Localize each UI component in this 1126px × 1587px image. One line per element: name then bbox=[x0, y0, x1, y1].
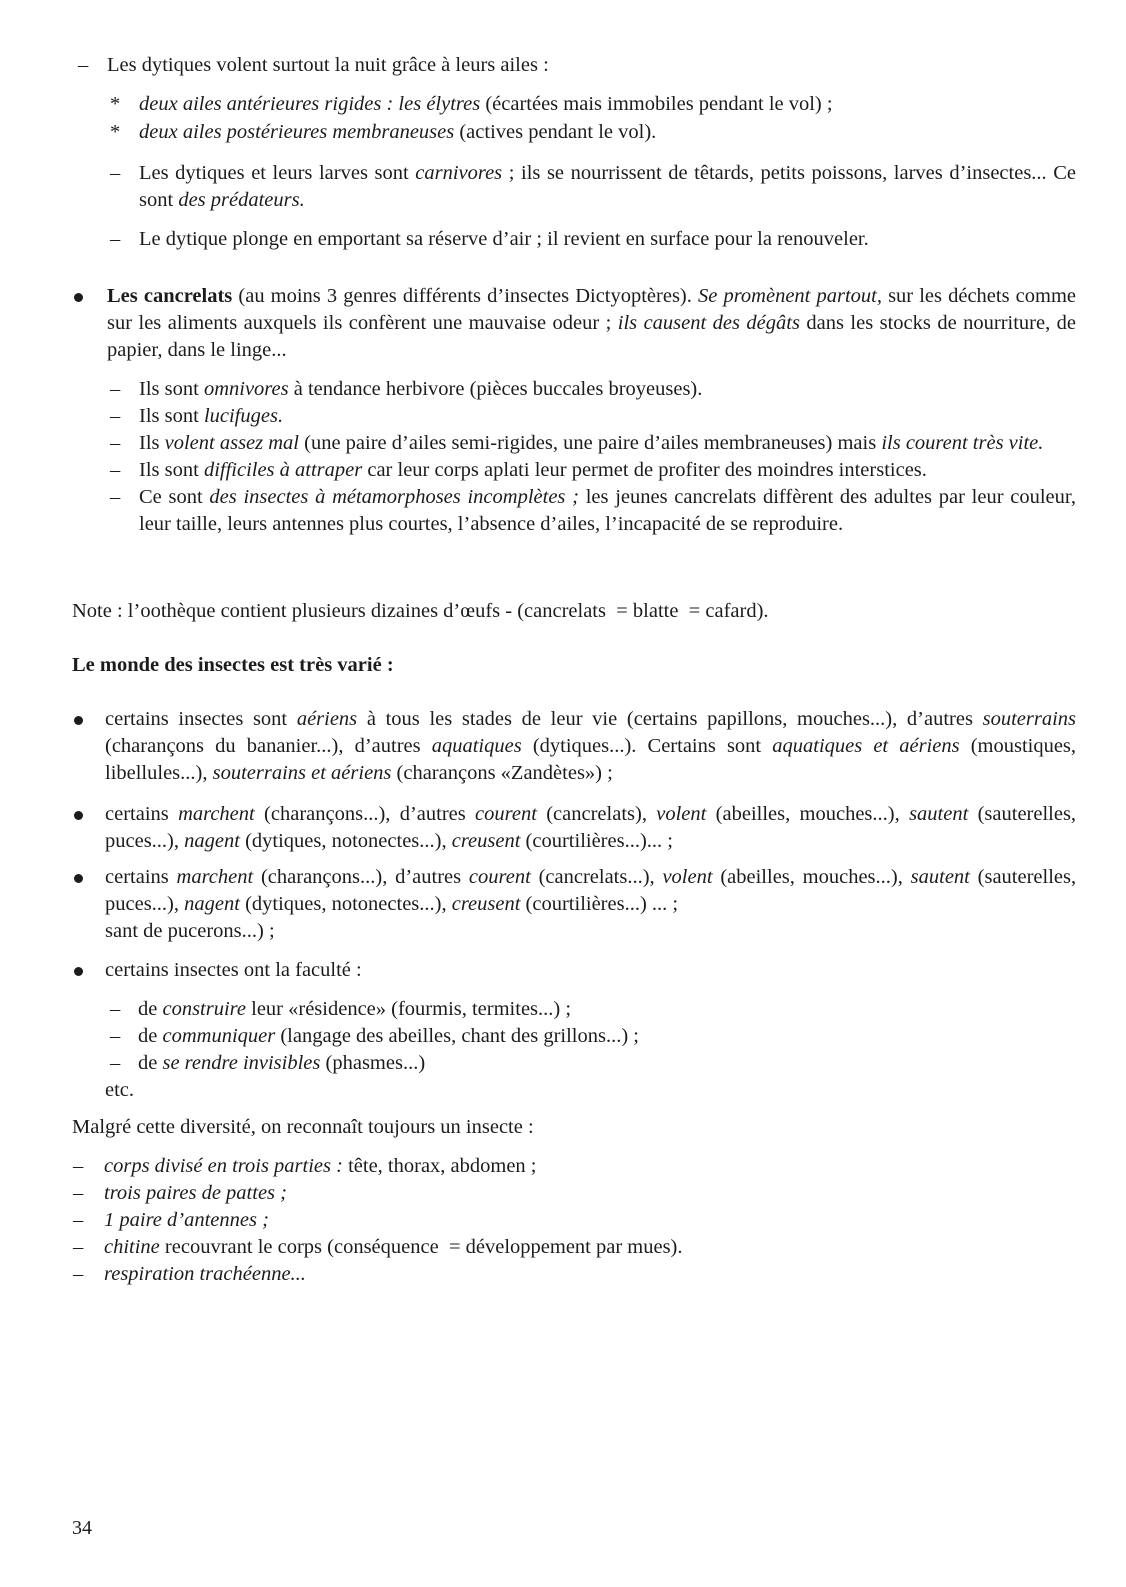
dash-marker: – bbox=[110, 998, 121, 1020]
etc-text: etc. bbox=[105, 1079, 135, 1101]
wing1-italic: deux ailes antérieures rigides : les élytres bbox=[139, 93, 481, 115]
dytiques-intro: Les dytiques volent surtout la nuit grâce à leurs ailes : bbox=[107, 54, 549, 76]
page-number: 34 bbox=[72, 1517, 92, 1539]
list-item: – de se rendre invisibles (phasmes...) bbox=[0, 1050, 1126, 1077]
dash-marker: – bbox=[110, 1052, 121, 1074]
dash-marker: – bbox=[73, 1209, 84, 1231]
list-item: certains insectes sont aériens à tous les stades de leur vie (certains papillons, mouches...), d’autres souterrains (charançons du bananier...), d’autres aquatiques (dytiques...). Certains sont aquatiques et aériens (moustiques, libellules...), souterrains et aériens (charançons «Zandètes») ; bbox=[0, 706, 1126, 787]
dash-marker: – bbox=[73, 1182, 84, 1204]
list-item: – 1 paire d’antennes ; bbox=[0, 1207, 1126, 1234]
wing1-text: (écartées mais immobiles pendant le vol) ; bbox=[485, 93, 833, 115]
list-item: – Ils volent assez mal (une paire d’ailes semi-rigides, une paire d’ailes membraneuses) mais ils courent très vite. bbox=[0, 430, 1126, 457]
star-marker: * bbox=[110, 93, 121, 115]
cancrelats-paragraph: Les cancrelats (au moins 3 genres différents d’insectes Dictyoptères). Se promènent partout, sur les déchets comme sur les aliments auxquels ils confèrent une mauvaise odeur ; ils causent des dégâts dans les stocks de nourriture, de papier, dans le linge... bbox=[107, 285, 1077, 361]
list-item bbox=[0, 91, 1126, 119]
dash-marker: – bbox=[73, 1263, 84, 1285]
list-item bbox=[0, 226, 1126, 253]
wing2-text: (actives pendant le vol). bbox=[459, 121, 657, 143]
plonge-text: Le dytique plonge en emportant sa réserve d’air ; il revient en surface pour la renouveler. bbox=[139, 228, 869, 250]
dash-marker: – bbox=[110, 405, 121, 427]
bullet-icon bbox=[74, 801, 83, 828]
characteristics-list bbox=[0, 1153, 1126, 1288]
list-item bbox=[0, 52, 1126, 79]
list-item bbox=[0, 119, 1126, 147]
bullet-icon bbox=[74, 864, 83, 891]
faculte-intro: certains insectes ont la faculté : bbox=[105, 959, 362, 981]
carnivores-paragraph: Les dytiques et leurs larves sont carnivores ; ils se nourrissent de têtards, petits poissons, larves d’insectes... Ce sont des prédateurs. bbox=[139, 162, 1077, 211]
list-item: – Ils sont lucifuges. bbox=[0, 403, 1126, 430]
list-item: – Ils sont omnivores à tendance herbivore (pièces buccales broyeuses). bbox=[0, 376, 1126, 403]
wing2-italic: deux ailes postérieures membraneuses bbox=[139, 121, 455, 143]
dash-marker: – bbox=[110, 486, 121, 508]
bullet-icon bbox=[74, 283, 83, 310]
list-item: – chitine recouvrant le corps (conséquence = développement par mues). bbox=[0, 1234, 1126, 1261]
list-item: – de communiquer (langage des abeilles, chant des grillons...) ; bbox=[0, 1023, 1126, 1050]
bullet-icon bbox=[74, 957, 83, 984]
star-marker: * bbox=[110, 121, 121, 143]
list-item bbox=[0, 957, 1126, 1104]
dash-marker: – bbox=[110, 459, 121, 481]
dash-marker: – bbox=[78, 54, 89, 76]
note-text: Note : l’oothèque contient plusieurs dizaines d’œufs - (cancrelats = blatte = cafard). bbox=[72, 600, 769, 622]
list-item: certains marchent (charançons...), d’autres courent (cancrelats), volent (abeilles, mouches...), sautent (sauterelles, puces...), nagent (dytiques, notonectes...), creusent (courtilières...)... ; bbox=[0, 801, 1126, 855]
cancrelats-section bbox=[0, 283, 1126, 538]
dash-marker: – bbox=[110, 1025, 121, 1047]
list-item: certains marchent (charançons...), d’autres courent (cancrelats...), volent (abeilles, mouches...), sautent (sauterelles, puces...), nagent (dytiques, notonectes...), creusent (courtilières...) ... ; sant de pucerons...) ; bbox=[0, 864, 1126, 945]
list-item: – trois paires de pattes ; bbox=[0, 1180, 1126, 1207]
dash-marker: – bbox=[110, 432, 121, 454]
dash-marker: – bbox=[73, 1155, 84, 1177]
dash-marker: – bbox=[110, 378, 121, 400]
list-item: – Ce sont des insectes à métamorphoses incomplètes ; les jeunes cancrelats diffèrent des adultes par leur couleur, leur taille, leurs antennes plus courtes, l’absence d’ailes, l’incapacité de se reproduire. bbox=[110, 486, 1077, 535]
malgre-text: Malgré cette diversité, on reconnaît toujours un insecte : bbox=[72, 1116, 534, 1138]
list-item: – Ils sont difficiles à attraper car leur corps aplati leur permet de profiter des moindres interstices. bbox=[0, 457, 1126, 484]
cancrelats-title: Les cancrelats bbox=[107, 285, 233, 307]
dash-marker: – bbox=[110, 228, 121, 250]
bullet-icon bbox=[74, 706, 83, 733]
list-item bbox=[0, 160, 1126, 214]
bullet3-line3: sant de pucerons...) ; bbox=[105, 920, 275, 942]
list-item: – respiration trachéenne... bbox=[0, 1261, 1126, 1288]
dash-marker: – bbox=[110, 162, 121, 184]
list-item: – corps divisé en trois parties : tête, thorax, abdomen ; bbox=[0, 1153, 1126, 1180]
dash-marker: – bbox=[73, 1236, 84, 1258]
section-heading: Le monde des insectes est très varié : bbox=[72, 654, 394, 676]
dytiques-section bbox=[0, 52, 1126, 253]
list-item: – de construire leur «résidence» (fourmis, termites...) ; bbox=[0, 996, 1126, 1023]
